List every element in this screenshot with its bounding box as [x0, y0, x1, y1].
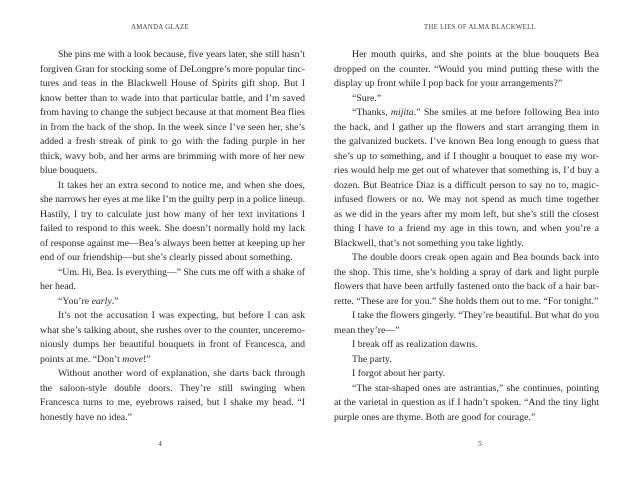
right-page-number: 5: [478, 439, 482, 448]
text-line: tures and teas in the Blackwell House of Spirits gift shop. But I: [40, 78, 305, 89]
text-line: I take the flowers gingerly. “They’re beautiful. But what do you: [352, 310, 599, 321]
right-running-header: THE LIES OF ALMA BLACKWELL: [423, 24, 536, 31]
paragraph: [334, 353, 599, 368]
paragraph: [40, 295, 305, 310]
paragraph: [40, 48, 305, 179]
text-line: dozen. But Beatrice Diaz is a difficult person to say no to, magic-: [334, 179, 599, 191]
text-line: in from the back of the shop. In the week since I’ve seen her, she’s: [40, 121, 305, 133]
text-line: she’s up to something, and if I thought a bouquet to ease my wor-: [334, 150, 599, 162]
paragraph: [40, 179, 305, 266]
paragraph: [334, 106, 599, 251]
text-line: “You’re early.”: [58, 295, 119, 307]
text-line: end of our friendship—but she’s clearly pissed about something.: [40, 252, 293, 263]
text-line: forgiven Gran for stocking some of DeLongpre’s more popular tinc-: [40, 63, 305, 75]
paragraph: [40, 309, 305, 367]
text-line: niously dumps her beautiful bouquets in front of Francesca, and: [40, 339, 305, 350]
paragraph: [334, 338, 599, 353]
paragraph: [334, 382, 599, 426]
text-line: failed to respond to this week. She doesn’t normally hold my lack: [40, 223, 305, 234]
text-line: the back, and I gather up the flowers and start arranging them in: [334, 121, 599, 133]
paragraph: [334, 309, 599, 338]
text-line: Her mouth quirks, and she points at the blue bouquets Bea: [352, 49, 599, 60]
text-line: She pins me with a look because, five years later, she still hasn’t: [58, 49, 305, 60]
text-line: rette. “These are for you.” She holds them out to me. “For tonight.”: [334, 295, 599, 307]
text-line: Francesca turns to me, eyebrows raised, but I shake my head. “I: [40, 397, 305, 408]
text-line: The double doors creak open again and Bea bounds back into: [352, 252, 599, 263]
text-line: purple ones are thyme. Both are good for courage.”: [334, 411, 536, 423]
text-line: her head.: [40, 281, 76, 292]
text-line: dropped on the counter. “Would you mind putting these with the: [334, 63, 599, 75]
paragraph: [334, 48, 599, 92]
text-line: the galvanized buckets. I’ve known Bea long enough to guess that: [334, 136, 599, 147]
text-line: blue bouquets.: [40, 165, 98, 176]
text-line: honestly have no idea.”: [40, 411, 132, 423]
text-line: “Sure.”: [352, 92, 382, 104]
text-line: the saloon-style double doors. They’re still swinging when: [40, 382, 305, 394]
text-line: infused flowers or no. We may not spend as much time together: [334, 194, 599, 205]
paragraph: [40, 367, 305, 425]
paragraph: [334, 92, 599, 107]
text-line: know better than to wade into that particular battle, and I’m saved: [40, 92, 305, 104]
text-line: Without another word of explanation, she darts back through: [58, 368, 305, 379]
text-line: she narrows her eyes at me like I’m the guilty perp in a police lineup.: [40, 194, 305, 205]
text-line: flowers that have been artfully fastened onto the back of a hair bar-: [334, 281, 599, 292]
left-page-text: [40, 48, 305, 425]
text-line: thick, wavy bob, and her arms are brimming with more of her new: [40, 150, 305, 162]
text-line: the shop. This time, she’s holding a spray of dark and light purple: [334, 266, 599, 278]
text-line: points at me. “Don’t move!”: [40, 353, 151, 365]
text-line: at the varietal in question as if I hadn’t spoken. “And the tiny light: [334, 397, 599, 408]
text-line: display up front while I pop back for your arrangements?”: [334, 78, 563, 89]
text-line: I break off as realization dawns.: [352, 339, 478, 350]
paragraph: [334, 251, 599, 309]
left-page-number: 4: [158, 439, 162, 448]
text-line: Blackwell, that’s not something you take lightly.: [334, 237, 524, 249]
text-line: mean they’re—”: [334, 324, 400, 336]
text-line: “The star-shaped ones are astrantias,” she continues, pointing: [352, 382, 599, 394]
right-page: [320, 0, 640, 480]
text-line: The party.: [352, 353, 392, 365]
text-line: I forgot about her party.: [352, 368, 446, 379]
text-line: It’s not the accusation I was expecting, but before I can ask: [58, 310, 305, 321]
text-line: thing I have to a friend my age in this town, and when you’re a: [334, 223, 599, 234]
text-line: It takes her an extra second to notice me, and when she does,: [58, 179, 305, 191]
text-line: ries would help me get out of whatever that something is, I’d buy a: [334, 165, 599, 176]
text-line: from having to change the subject because at that moment Bea flies: [40, 107, 305, 118]
paragraph: [334, 367, 599, 382]
paragraph: [40, 266, 305, 295]
text-line: Hastily, I try to calculate just how many of her text invitations I: [40, 208, 305, 220]
right-page-text: [334, 48, 599, 425]
text-line: of response against me—Bea’s always been better at keeping up her: [40, 237, 305, 249]
text-line: added a fresh streak of pink to go with the fading purple in her: [40, 136, 305, 147]
left-running-header: AMANDA GLAZE: [131, 24, 189, 31]
text-line: “Thanks, mijita.” She smiles at me before following Bea into: [352, 107, 599, 118]
text-line: as we did in the years after my mom left, but she’s still the closest: [334, 208, 599, 220]
text-line: what she’s talking about, she rushes over to the counter, unceremo-: [40, 324, 305, 336]
text-line: “Um. Hi, Bea. Is everything—” She cuts me off with a shake of: [58, 266, 305, 278]
